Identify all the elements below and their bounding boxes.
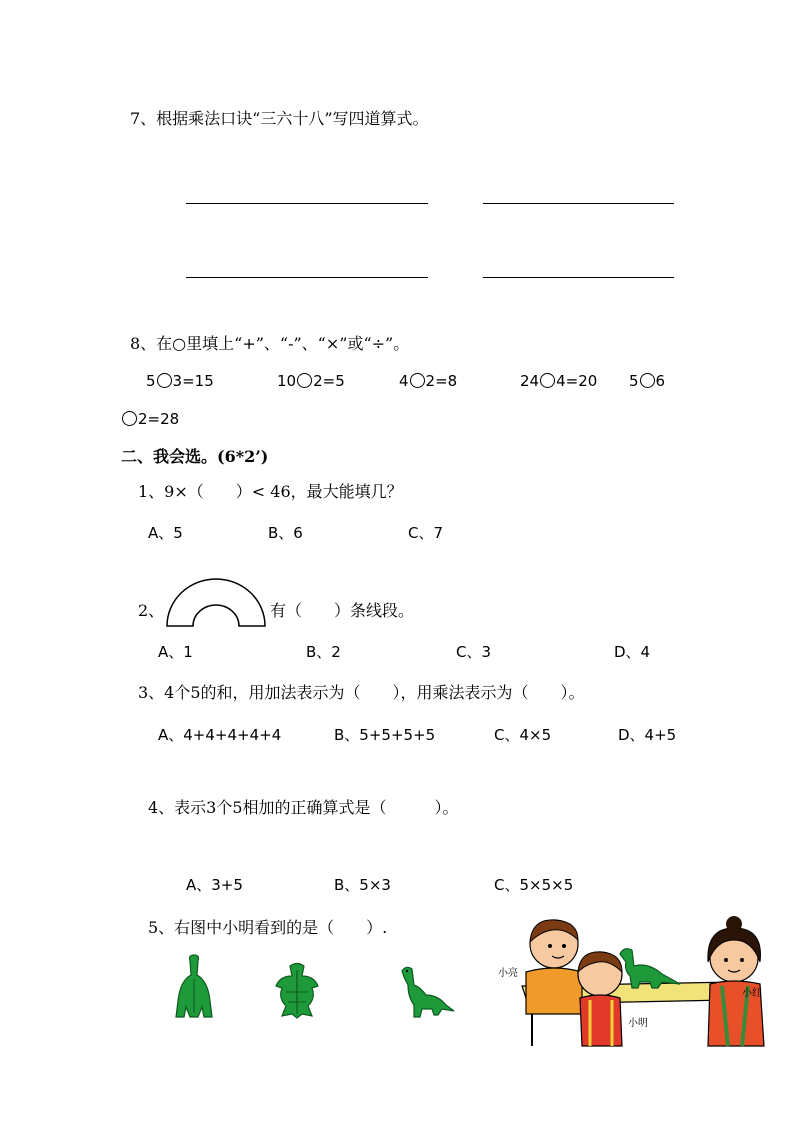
q8-item-left: 5 (629, 372, 639, 390)
c2-option-a[interactable]: A、1 (158, 643, 193, 661)
c4-option-b[interactable]: B、5×3 (334, 876, 391, 894)
c2-suffix: 有（ ）条线段。 (270, 601, 415, 620)
q8-item-right: 3=15 (172, 372, 214, 390)
c2-option-c[interactable]: C、3 (456, 643, 492, 661)
q8-item-right: 2=28 (138, 410, 180, 428)
c1-option-c[interactable]: C、7 (408, 524, 444, 542)
toy-dinosaur (620, 949, 680, 988)
right-child-eye (724, 958, 728, 962)
c1-option-b[interactable]: B、6 (268, 524, 303, 542)
answer-circle[interactable] (122, 411, 137, 426)
left-child-eye (562, 944, 566, 948)
c3-option-c[interactable]: C、4×5 (494, 726, 552, 744)
answer-circle[interactable] (297, 373, 312, 388)
q8-title: 8、在○里填上“+”、“-”、“×”或“÷”。 (130, 334, 410, 353)
c3-question: 3、4个5的和，用加法表示为（ ），用乘法表示为（ ）。 (138, 683, 585, 702)
c2-option-b[interactable]: B、2 (306, 643, 341, 661)
c4-question: 4、表示3个5相加的正确算式是（ ）。 (148, 798, 459, 817)
q8-item-left: 24 (520, 372, 540, 390)
q8-item-6 (121, 409, 179, 429)
q8-item-5 (629, 371, 665, 391)
q7-title: 7、根据乘法口诀“三六十八”写四道算式。 (130, 109, 429, 128)
answer-circle[interactable] (540, 373, 555, 388)
answer-blank-4[interactable] (483, 277, 674, 278)
dino-eye (406, 970, 408, 972)
c5-question: 5、右图中小明看到的是（ ）. (148, 918, 388, 937)
c2-option-d[interactable]: D、4 (614, 643, 651, 661)
right-child-eye (740, 958, 744, 962)
right-child-bun (726, 916, 742, 932)
arch-shape (167, 579, 265, 626)
answer-circle[interactable] (157, 373, 172, 388)
q8-item-right: 2=5 (313, 372, 345, 390)
answer-blank-1[interactable] (186, 203, 428, 204)
c1-question: 1、9×（ ）< 46，最大能填几？ (138, 482, 403, 501)
q8-item-right: 2=8 (425, 372, 458, 390)
middle-child-body (580, 995, 622, 1046)
q8-item-left: 10 (277, 372, 297, 390)
q8-item-right: 4=20 (556, 372, 598, 390)
middle-child-label: 小明 (628, 1018, 648, 1029)
q8-item-left: 5 (146, 372, 156, 390)
c2-prefix: 2、 (138, 601, 165, 620)
left-child-eye (548, 944, 552, 948)
c3-option-a[interactable]: A、4+4+4+4+4 (158, 726, 282, 744)
left-child-label: 小亮 (498, 968, 518, 979)
c1-option-a[interactable]: A、5 (148, 524, 183, 542)
answer-blank-3[interactable] (186, 277, 428, 278)
arch-figure (166, 576, 266, 628)
answer-circle[interactable] (410, 373, 425, 388)
q8-item-4 (520, 371, 597, 391)
q8-item-1 (146, 371, 214, 391)
scene-illustration (498, 914, 768, 1048)
c3-option-b[interactable]: B、5+5+5+5 (334, 726, 436, 744)
c3-option-d[interactable]: D、4+5 (618, 726, 677, 744)
dino-body (402, 967, 454, 1017)
q8-item-2 (277, 371, 345, 391)
q8-item-3 (399, 371, 457, 391)
q8-item-left: 4 (399, 372, 409, 390)
answer-circle[interactable] (640, 373, 655, 388)
c4-option-c[interactable]: C、5×5×5 (494, 876, 574, 894)
dino-front-view[interactable] (174, 955, 214, 1021)
answer-blank-2[interactable] (483, 203, 674, 204)
c4-option-a[interactable]: A、3+5 (186, 876, 243, 894)
dino-side-view[interactable] (398, 965, 456, 1021)
left-child-body (526, 968, 582, 1014)
q8-item-right: 6 (655, 372, 666, 390)
section-title: 二、我会选。(6*2’) (121, 447, 269, 466)
right-child-label: 小红 (742, 988, 762, 999)
dino-top-view[interactable] (272, 962, 322, 1020)
